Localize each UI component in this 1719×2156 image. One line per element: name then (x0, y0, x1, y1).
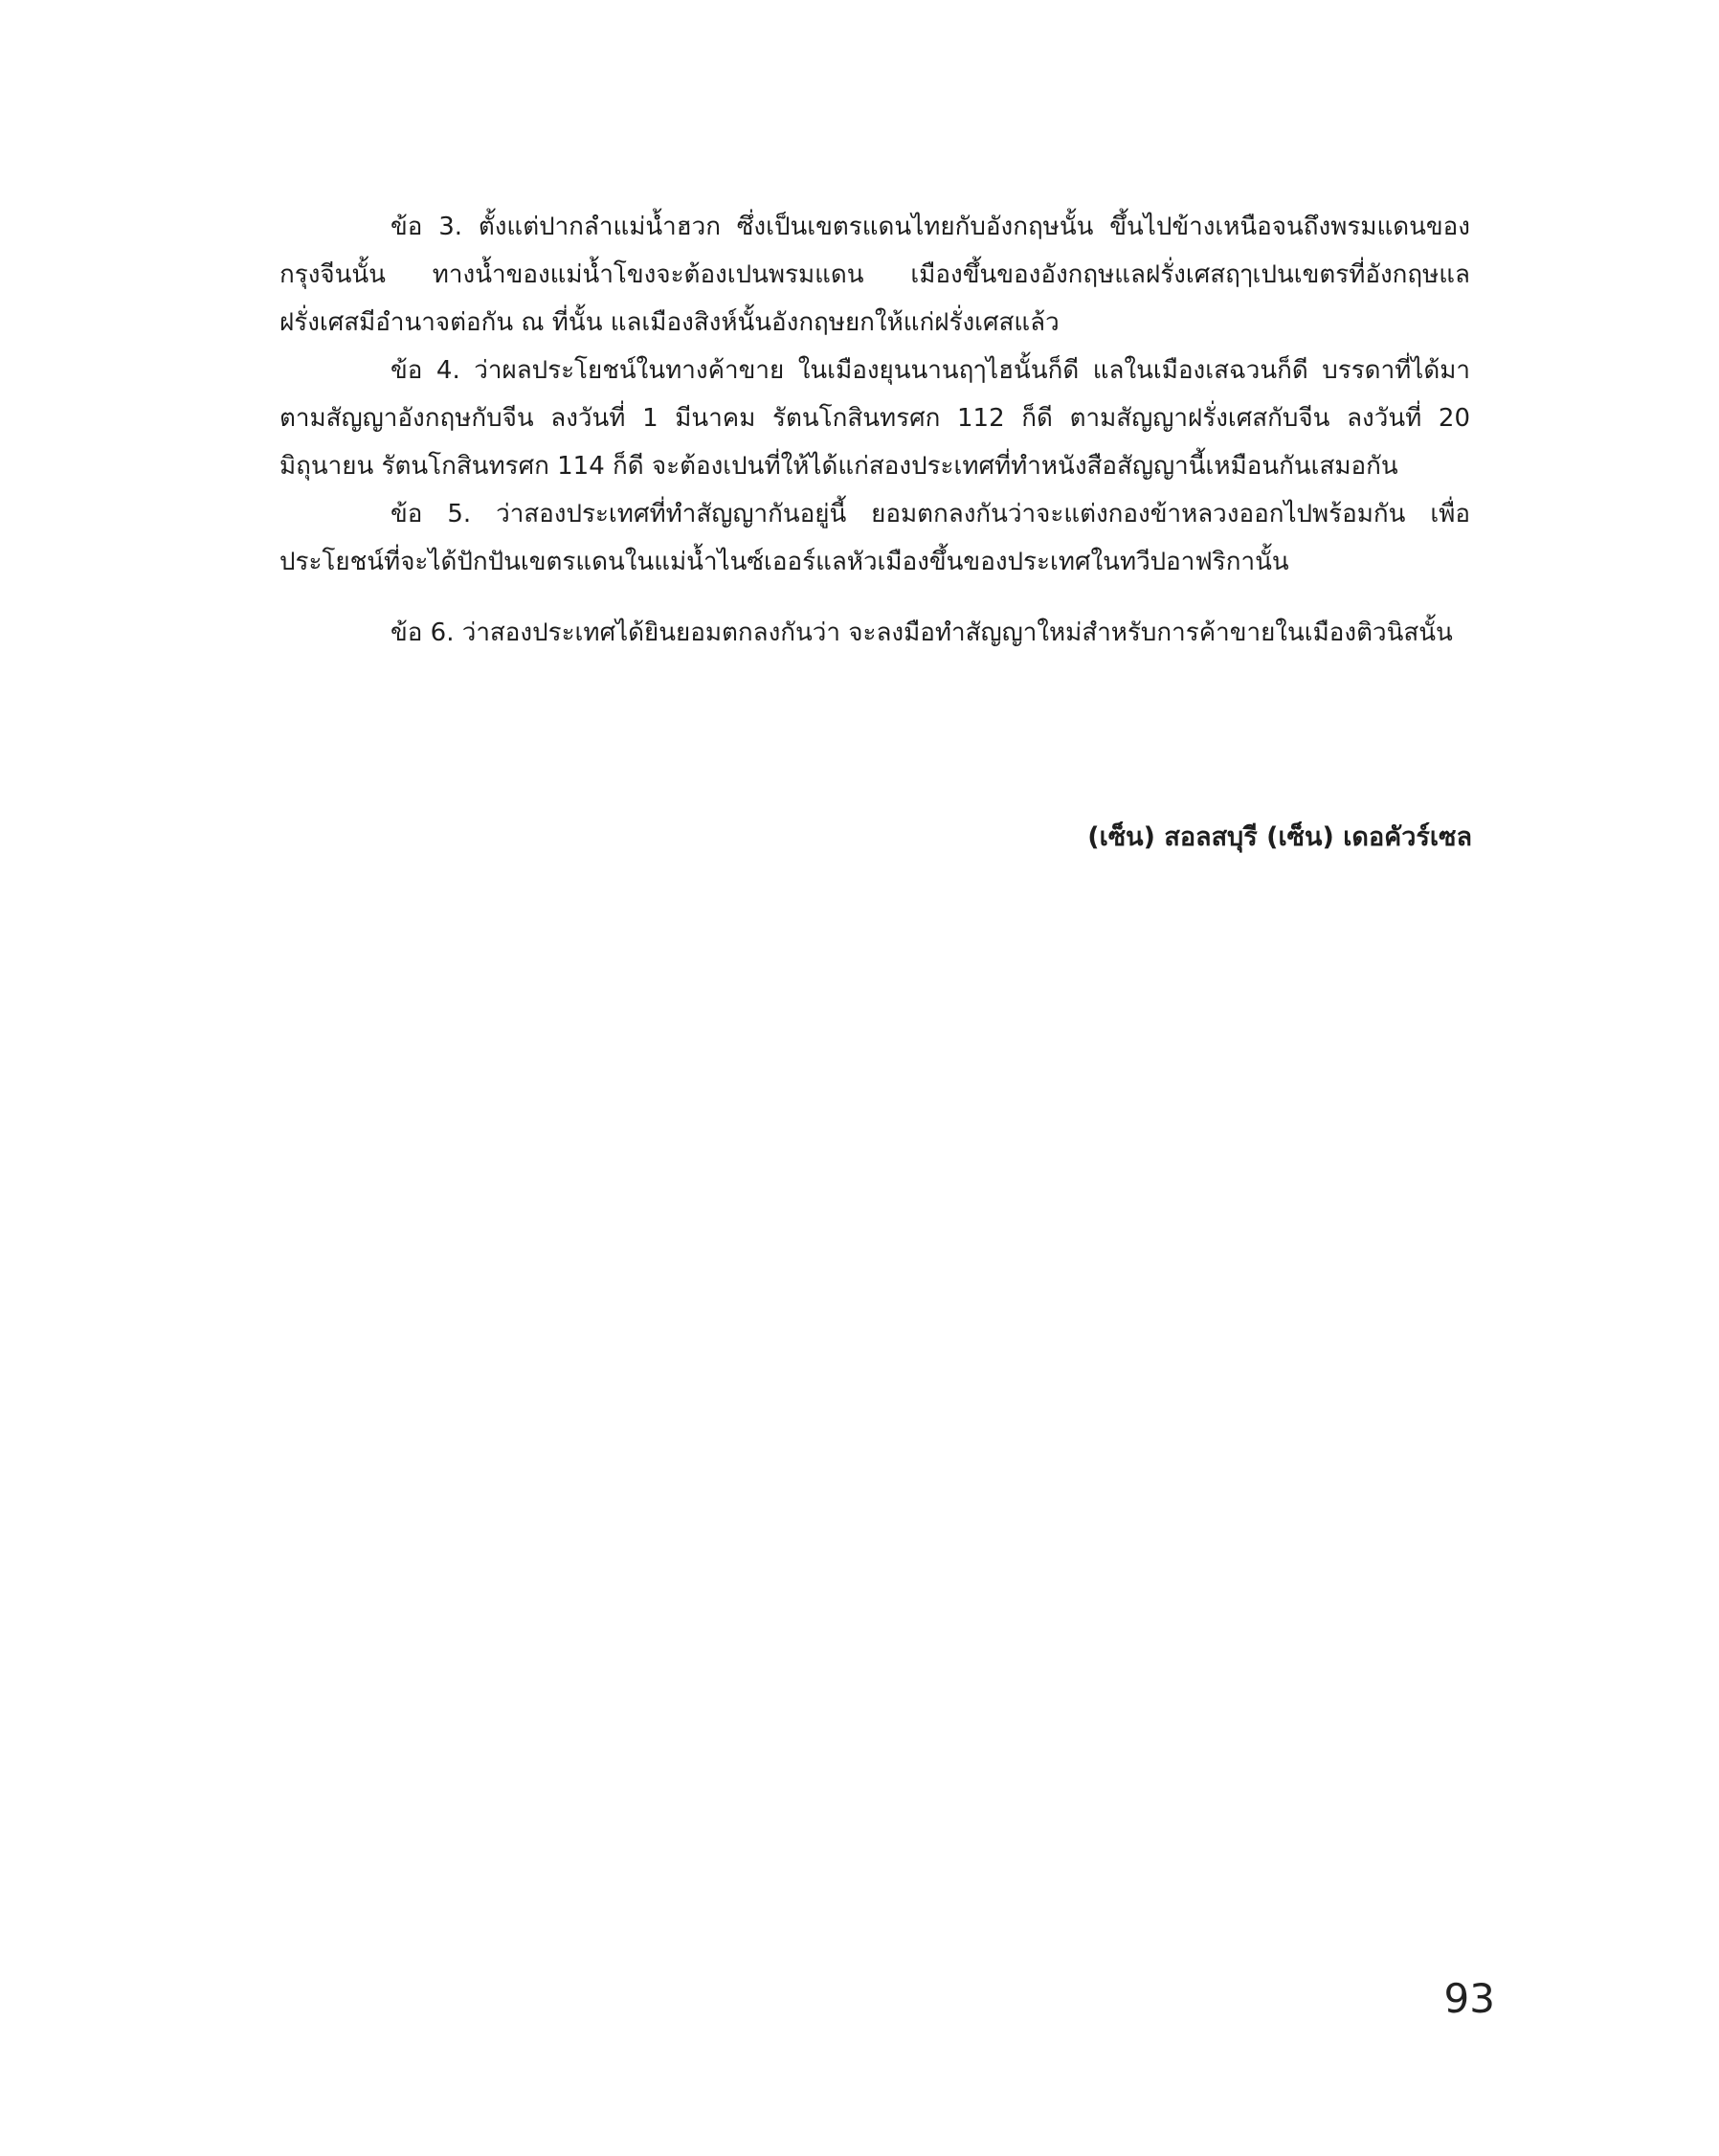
paragraph-spacer (279, 586, 1470, 609)
document-body (279, 203, 1470, 657)
page-number: 93 (1443, 1975, 1495, 2022)
paragraph-article-3: ข้อ 3. ตั้งแต่ปากลำแม่น้ำฮวก ซึ่งเป็นเขตรแดนไทยกับอังกฤษนั้น ขึ้นไปข้างเหนือจนถึงพรมแดนของกรุงจีนนั้น ทางน้ำของแม่น้ำโขงจะต้องเปนพรมแดน เมืองขึ้นของอังกฤษแลฝรั่งเศสฤๅเปนเขตรที่อังกฤษแลฝรั่งเศสมีอำนาจต่อกัน ณ ที่นั้น แลเมืองสิงห์นั้นอังกฤษยกให้แก่ฝรั่งเศสแล้ว (279, 213, 1470, 337)
signature-line: (เซ็น) สอลสบุรี (เซ็น) เดอคัวร์เซล (1087, 822, 1472, 852)
paragraph-article-5: ข้อ 5. ว่าสองประเทศที่ทำสัญญากันอยู่นี้ ยอมตกลงกันว่าจะแต่งกองข้าหลวงออกไปพร้อมกัน เพื่อประโยชน์ที่จะได้ปักปันเขตรแดนในแม่น้ำไนซ์เออร์แลหัวเมืองขึ้นของประเทศในทวีปอาฟริกานั้น (279, 500, 1470, 576)
paragraph-article-6: ข้อ 6. ว่าสองประเทศได้ยินยอมตกลงกันว่า จะลงมือทำสัญญาใหม่สำหรับการค้าขายในเมืองติวนิสนั้น (391, 618, 1453, 647)
paragraph-article-4: ข้อ 4. ว่าผลประโยชน์ในทางค้าขาย ในเมืองยุนนานฤๅไฮนั้นก็ดี แลในเมืองเสฉวนก็ดี บรรดาที่ได้มาตามสัญญาอังกฤษกับจีน ลงวันที่ 1 มีนาคม รัตนโกสินทรศก 112 ก็ดี ตามสัญญาฝรั่งเศสกับจีน ลงวันที่ 20 มิถุนายน รัตนโกสินทรศก 114 ก็ดี จะต้องเปนที่ให้ได้แก่สองประเทศที่ทำหนังสือสัญญานี้เหมือนกันเสมอกัน (279, 356, 1470, 481)
